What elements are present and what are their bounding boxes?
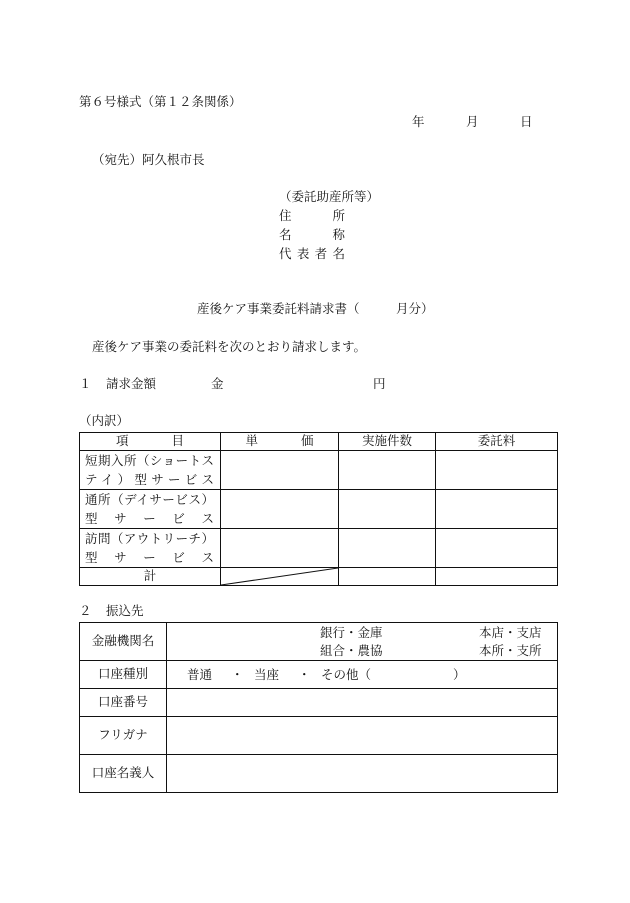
table-row [80,451,558,490]
total-unit-price-disabled [221,568,339,586]
date-day: 日 [520,114,533,129]
account-number-label: 口座番号 [80,689,167,717]
account-type-current[interactable]: 当座 [254,667,280,682]
applicant-heading: （委託助産所等） [279,189,380,204]
intro-text: 産後ケア事業の委託料を次のとおり請求します。 [92,339,367,354]
header-unit-price [221,433,339,451]
branch-types-1: 本店・支店 [479,625,542,640]
institution-label: 金融機関名 [80,623,167,661]
breakdown-caption: （内訳） [79,413,130,428]
row-item-line1: 短期入所（ショートス [85,453,214,468]
fee-cell[interactable] [436,451,558,490]
account-type-ordinary[interactable]: 普通 [187,667,213,682]
bank-types-2: 組合・農協 [320,643,383,658]
document-title: 産後ケア事業委託料請求書（ [197,301,360,316]
institution-value-cell[interactable] [167,623,558,661]
total-count-cell[interactable] [339,568,436,586]
addressee: （宛先）阿久根市長 [92,152,205,167]
amount-kin: 金 [211,376,224,391]
header-item [80,433,221,451]
row-item-line1: 訪問（アウトリーチ） [85,531,214,546]
header-count: 実施件数 [339,433,436,451]
date-month: 月 [466,114,479,129]
section2-label: 振込先 [106,603,144,618]
representative-label: 代表者名 [279,246,345,261]
table-row [80,490,558,529]
row-item-shortstay [80,451,221,490]
account-type-value-cell [167,661,558,689]
row-item-outreach [80,529,221,568]
total-label: 計 [80,568,221,586]
total-row [80,568,558,586]
row-item-dayservice [80,490,221,529]
section1-number: １ [79,376,92,391]
row-item-line1: 通所（デイサービス） [85,492,214,507]
account-type-sep: ・ [298,667,311,682]
row-item-line2: 型サービス [85,550,214,565]
row-item-line2: テイ）型サービス [85,472,214,487]
breakdown-header-row [80,433,558,451]
institution-row [80,623,558,661]
furigana-row [80,717,558,755]
amount-yen: 円 [373,376,386,391]
holder-value-cell[interactable] [167,755,558,793]
count-cell[interactable] [339,490,436,529]
form-number: 第６号様式（第１２条関係） [79,94,242,109]
address-label: 住 所 [279,208,345,223]
account-type-sep: ・ [231,667,244,682]
header-fee: 委託料 [436,433,558,451]
account-type-other[interactable]: その他（ [321,667,372,682]
account-type-row [80,661,558,689]
unit-price-cell[interactable] [221,490,339,529]
account-number-row [80,689,558,717]
branch-types-2: 本所・支所 [479,643,542,658]
holder-label: 口座名義人 [80,755,167,793]
unit-price-cell[interactable] [221,529,339,568]
fee-cell[interactable] [436,490,558,529]
total-fee-cell[interactable] [436,568,558,586]
fee-cell[interactable] [436,529,558,568]
document-title-suffix: 月分） [396,301,434,316]
furigana-label: フリガナ [80,717,167,755]
date-year: 年 [412,114,425,129]
section1-label: 請求金額 [106,376,157,391]
account-type-other-close: ） [453,667,466,682]
breakdown-table [79,432,558,586]
count-cell[interactable] [339,529,436,568]
count-cell[interactable] [339,451,436,490]
row-item-line2: 型サービス [85,511,214,526]
account-type-label: 口座種別 [80,661,167,689]
diagonal-slash-line [221,568,338,585]
account-number-value-cell[interactable] [167,689,558,717]
furigana-value-cell[interactable] [167,717,558,755]
table-row [80,529,558,568]
unit-price-cell[interactable] [221,451,339,490]
bank-table [79,622,558,793]
name-label: 名 称 [279,227,345,242]
header-unit-price-text: 単 価 [245,433,314,449]
section2-number: ２ [79,603,92,618]
bank-types-1: 銀行・金庫 [320,625,383,640]
holder-row [80,755,558,793]
header-item-text: 項 目 [116,433,184,449]
